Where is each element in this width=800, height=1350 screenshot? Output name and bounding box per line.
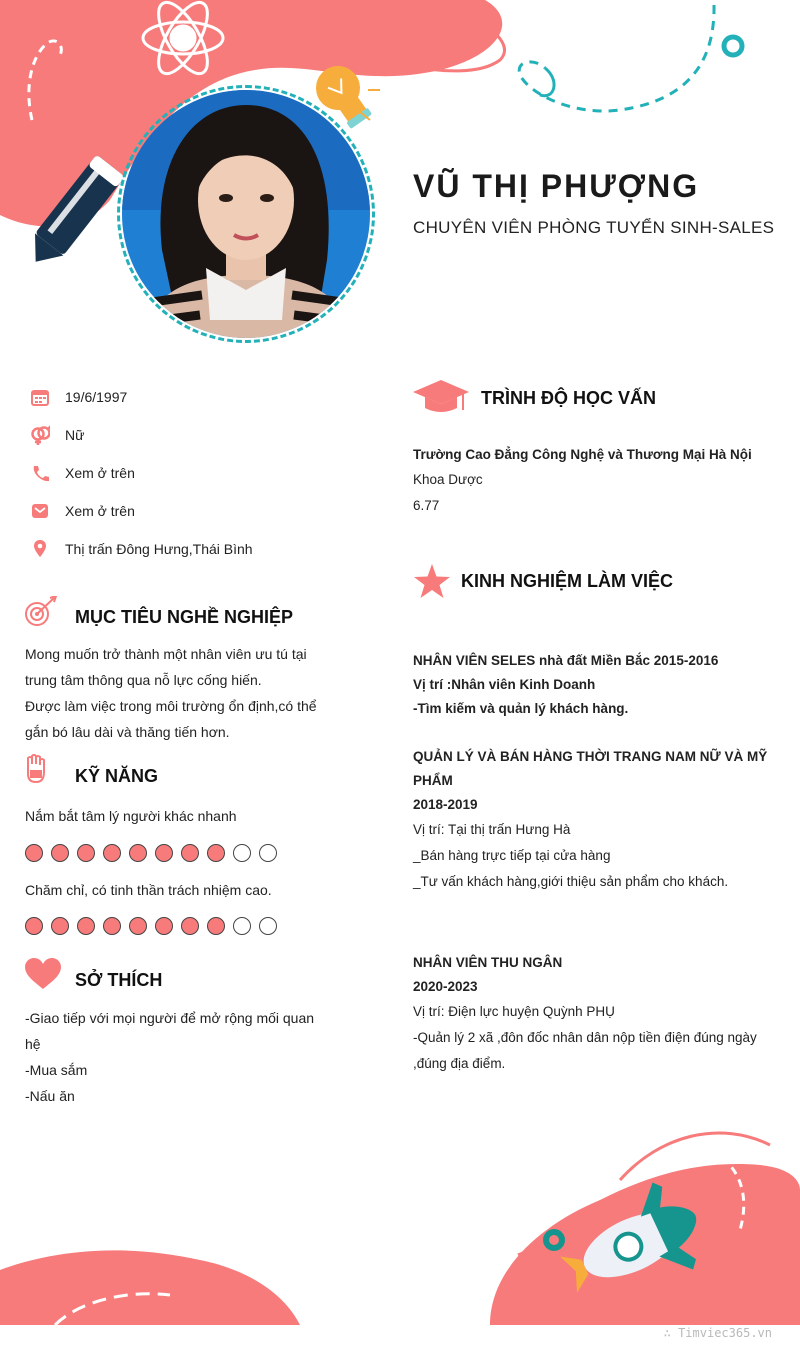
- job-2-period: 2018-2019: [413, 797, 478, 812]
- rating-dot: [233, 917, 251, 935]
- target-icon: [24, 596, 58, 633]
- location-pin-icon: [30, 539, 50, 559]
- hobby-line: -Giao tiếp với mọi người để mở rộng mối quan: [25, 1010, 315, 1026]
- info-phone: [30, 461, 135, 485]
- address-value: Thị trấn Đông Hưng,Thái Bình: [65, 541, 253, 557]
- job-1-duty: -Tìm kiếm và quản lý khách hàng.: [413, 701, 629, 716]
- job-3-title: NHÂN VIÊN THU NGÂN: [413, 955, 563, 970]
- job-title: CHUYÊN VIÊN PHÒNG TUYỂN SINH-SALES: [413, 218, 775, 237]
- rating-dot: [233, 844, 251, 862]
- rating-dot: [259, 917, 277, 935]
- objective-line: gắn bó lâu dài và thăng tiến hơn.: [25, 724, 230, 740]
- rating-dot: [51, 844, 69, 862]
- rating-dot: [77, 844, 95, 862]
- heart-icon: [24, 958, 62, 995]
- objective-title: MỤC TIÊU NGHỀ NGHIỆP: [75, 607, 294, 627]
- job-2-title-cont: PHẨM: [413, 773, 453, 788]
- footer-background: [0, 1120, 800, 1325]
- email-icon: [30, 501, 50, 521]
- rating-dot: [259, 844, 277, 862]
- rating-dot: [207, 917, 225, 935]
- skill-label: Chăm chỉ, có tinh thần trách nhiệm cao.: [25, 882, 272, 898]
- rating-dot: [103, 844, 121, 862]
- skill-label: Nắm bắt tâm lý người khác nhanh: [25, 808, 237, 824]
- skill-rating: [25, 844, 277, 862]
- job-2-position: Vị trí: Tại thị trấn Hưng Hà: [413, 822, 571, 837]
- rating-dot: [25, 917, 43, 935]
- gender-icon: [30, 425, 50, 445]
- phone-icon: [30, 463, 50, 483]
- major: Khoa Dược: [413, 472, 483, 487]
- job-1-title: NHÂN VIÊN SELES nhà đất Miền Bắc 2015-2016: [413, 653, 719, 668]
- rating-dot: [207, 844, 225, 862]
- job-2-duty: _Bán hàng trực tiếp tại cửa hàng: [413, 848, 611, 863]
- rating-dot: [181, 917, 199, 935]
- objective-text: [25, 641, 345, 745]
- birthday-value: 19/6/1997: [65, 389, 128, 405]
- job-3-duty: ,đúng địa điểm.: [413, 1056, 506, 1071]
- hobby-line: -Nấu ăn: [25, 1088, 75, 1104]
- candidate-name: VŨ THỊ PHƯỢNG: [413, 168, 700, 204]
- skills-title: KỸ NĂNG: [75, 766, 159, 786]
- gender-value: Nữ: [65, 427, 85, 443]
- hobbies-title: SỞ THÍCH: [75, 970, 163, 990]
- watermark-text: Timviec365.vn: [678, 1326, 772, 1340]
- calendar-icon: [30, 387, 50, 407]
- objective-line: trung tâm thông qua nỗ lực cống hiến.: [25, 672, 262, 688]
- watermark: ∴ Timviec365.vn: [663, 1326, 772, 1340]
- graduation-cap-icon: [413, 380, 469, 419]
- hobbies-text: [25, 1005, 345, 1109]
- info-email: [30, 499, 135, 523]
- job-2-duty: _Tư vấn khách hàng,giới thiệu sản phẩm cho khách.: [413, 874, 729, 889]
- rating-dot: [103, 917, 121, 935]
- job-3-period: 2020-2023: [413, 979, 478, 994]
- profile-photo: [122, 90, 370, 338]
- job-2-title: QUẢN LÝ VÀ BÁN HÀNG THỜI TRANG NAM NỮ VÀ MỸ: [413, 749, 768, 764]
- objective-line: Được làm việc trong môi trường ổn định,có thể: [25, 698, 317, 714]
- rating-dot: [155, 844, 173, 862]
- hand-icon: [25, 754, 47, 789]
- experience-title: KINH NGHIỆM LÀM VIỆC: [461, 571, 674, 591]
- rating-dot: [77, 917, 95, 935]
- school-name: Trường Cao Đẳng Công Nghệ và Thương Mại Hà Nội: [413, 447, 752, 462]
- rating-dot: [129, 844, 147, 862]
- star-icon: [414, 564, 450, 603]
- rating-dot: [155, 917, 173, 935]
- education-title: TRÌNH ĐỘ HỌC VẤN: [481, 388, 656, 408]
- rating-dot: [181, 844, 199, 862]
- ring-icon: [724, 37, 742, 55]
- hobby-line: -Mua sắm: [25, 1062, 88, 1078]
- rating-dot: [25, 844, 43, 862]
- info-address: [30, 537, 253, 561]
- email-value: Xem ở trên: [65, 503, 135, 519]
- phone-value: Xem ở trên: [65, 465, 135, 481]
- skill-rating: [25, 917, 277, 935]
- job-3-duty: -Quản lý 2 xã ,đôn đốc nhân dân nộp tiền điện đúng ngày: [413, 1030, 757, 1045]
- hobby-line: hệ: [25, 1036, 41, 1052]
- rating-dot: [51, 917, 69, 935]
- rating-dot: [129, 917, 147, 935]
- info-birthday: [30, 385, 127, 409]
- gpa: 6.77: [413, 498, 440, 513]
- job-1-position: Vị trí :Nhân viên Kinh Doanh: [413, 677, 596, 692]
- objective-line: Mong muốn trở thành một nhân viên ưu tú tại: [25, 646, 307, 662]
- job-3-position: Vị trí: Điện lực huyện Quỳnh PHỤ: [413, 1004, 615, 1019]
- info-gender: [30, 423, 84, 447]
